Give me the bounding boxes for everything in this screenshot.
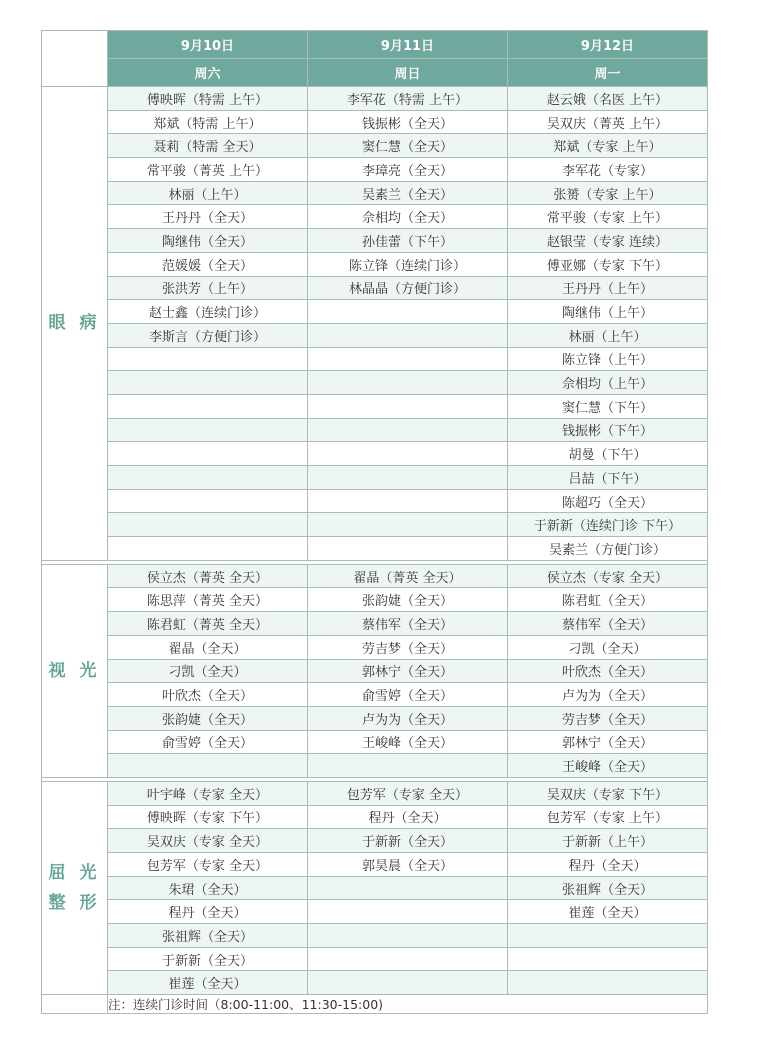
schedule-cell: 郭林宁（全天） (308, 659, 508, 683)
table-row (42, 971, 708, 995)
schedule-cell: 张洪芳（上午） (108, 276, 308, 300)
weekday-header: 周日 (308, 59, 508, 87)
table-row (42, 442, 708, 466)
schedule-cell: 程丹（全天） (108, 900, 308, 924)
schedule-cell: 吴双庆（专家 下午） (508, 781, 708, 805)
table-row (42, 900, 708, 924)
schedule-cell (308, 489, 508, 513)
category-label (42, 564, 108, 777)
corner-cell (42, 31, 108, 87)
schedule-cell: 赵云娥（名医 上午） (508, 87, 708, 111)
table-row (42, 588, 708, 612)
schedule-cell: 陈君虹（菁英 全天） (108, 612, 308, 636)
table-row (42, 229, 708, 253)
footnote: 注：连续门诊时间（8:00-11:00、11:30-15:00) (108, 995, 708, 1014)
schedule-cell: 于新新（全天） (108, 947, 308, 971)
schedule-cell (308, 323, 508, 347)
schedule-cell: 林丽（上午） (508, 323, 708, 347)
table-row (42, 252, 708, 276)
schedule-table (41, 30, 708, 1014)
schedule-cell: 钱振彬（全天） (308, 110, 508, 134)
schedule-cell: 卢为为（全天） (308, 706, 508, 730)
schedule-cell: 翟晶（菁英 全天） (308, 564, 508, 588)
schedule-cell (308, 442, 508, 466)
date-header: 9月11日 (308, 31, 508, 59)
schedule-cell (108, 371, 308, 395)
schedule-cell: 朱珺（全天） (108, 876, 308, 900)
table-row (42, 87, 708, 111)
table-row (42, 805, 708, 829)
schedule-cell: 李斯言（方便门诊） (108, 323, 308, 347)
schedule-cell: 包芳军（专家 上午） (508, 805, 708, 829)
schedule-cell: 孙佳蕾（下午） (308, 229, 508, 253)
schedule-cell: 常平骏（专家 上午） (508, 205, 708, 229)
schedule-cell: 张赟（专家 上午） (508, 181, 708, 205)
schedule-cell: 程丹（全天） (308, 805, 508, 829)
table-row (42, 706, 708, 730)
schedule-cell: 俞雪婷（全天） (308, 683, 508, 707)
schedule-cell (108, 418, 308, 442)
schedule-cell: 张韵婕（全天） (108, 706, 308, 730)
table-row (42, 730, 708, 754)
schedule-cell: 傅映晖（专家 下午） (108, 805, 308, 829)
schedule-cell: 于新新（全天） (308, 829, 508, 853)
schedule-cell: 吴素兰（全天） (308, 181, 508, 205)
date-header-row (42, 31, 708, 59)
table-row (42, 564, 708, 588)
schedule-cell: 叶欣杰（全天） (508, 659, 708, 683)
date-header: 9月10日 (108, 31, 308, 59)
table-row (42, 781, 708, 805)
table-row (42, 347, 708, 371)
table-row (42, 371, 708, 395)
schedule-cell: 刁凯（全天） (508, 635, 708, 659)
schedule-cell (308, 513, 508, 537)
schedule-cell: 吴素兰（方便门诊） (508, 537, 708, 561)
table-row (42, 947, 708, 971)
schedule-cell: 林晶晶（方便门诊） (308, 276, 508, 300)
schedule-cell (108, 442, 308, 466)
schedule-cell (308, 900, 508, 924)
schedule-cell (508, 947, 708, 971)
schedule-cell: 叶宇峰（专家 全天） (108, 781, 308, 805)
schedule-cell (308, 947, 508, 971)
schedule-cell: 陈思萍（菁英 全天） (108, 588, 308, 612)
schedule-cell (308, 394, 508, 418)
schedule-cell: 郭昊晨（全天） (308, 853, 508, 877)
table-row (42, 659, 708, 683)
category-label-line: 整 形 (48, 893, 101, 914)
table-row (42, 489, 708, 513)
schedule-cell: 包芳军（专家 全天） (108, 853, 308, 877)
schedule-cell (108, 754, 308, 778)
weekday-header: 周一 (508, 59, 708, 87)
table-row (42, 418, 708, 442)
schedule-cell: 郑斌（特需 上午） (108, 110, 308, 134)
schedule-cell: 于新新（上午） (508, 829, 708, 853)
table-row (42, 513, 708, 537)
schedule-cell: 劳吉梦（全天） (508, 706, 708, 730)
schedule-cell (308, 876, 508, 900)
schedule-cell (108, 394, 308, 418)
schedule-cell: 王丹丹（全天） (108, 205, 308, 229)
table-row (42, 110, 708, 134)
schedule-cell (308, 971, 508, 995)
schedule-cell: 陈君虹（全天） (508, 588, 708, 612)
table-row (42, 635, 708, 659)
schedule-cell: 聂莉（特需 全天） (108, 134, 308, 158)
table-row (42, 134, 708, 158)
category-label-line: 屈 光 (48, 863, 101, 884)
schedule-cell: 窦仁慧（下午） (508, 394, 708, 418)
note-blank-cell (42, 995, 108, 1014)
table-row (42, 466, 708, 490)
schedule-cell: 张祖辉（全天） (108, 924, 308, 948)
weekday-header-row (42, 59, 708, 87)
schedule-cell: 吴双庆（专家 全天） (108, 829, 308, 853)
note-row (42, 995, 708, 1014)
table-row (42, 924, 708, 948)
schedule-cell (508, 971, 708, 995)
schedule-cell: 张祖辉（全天） (508, 876, 708, 900)
table-row (42, 181, 708, 205)
schedule-cell: 李璋亮（全天） (308, 158, 508, 182)
schedule-cell: 于新新（连续门诊 下午） (508, 513, 708, 537)
table-row (42, 205, 708, 229)
schedule-cell: 程丹（全天） (508, 853, 708, 877)
schedule-cell: 蔡伟军（全天） (308, 612, 508, 636)
table-row (42, 754, 708, 778)
schedule-cell: 王丹丹（上午） (508, 276, 708, 300)
schedule-cell: 崔莲（全天） (508, 900, 708, 924)
schedule-cell: 常平骏（菁英 上午） (108, 158, 308, 182)
table-row (42, 300, 708, 324)
schedule-cell: 林丽（上午） (108, 181, 308, 205)
schedule-cell: 侯立杰（专家 全天） (508, 564, 708, 588)
schedule-cell (308, 924, 508, 948)
schedule-cell: 佘相均（上午） (508, 371, 708, 395)
schedule-body (42, 87, 708, 995)
schedule-cell (308, 754, 508, 778)
schedule-cell (308, 466, 508, 490)
schedule-cell: 叶欣杰（全天） (108, 683, 308, 707)
schedule-cell: 侯立杰（菁英 全天） (108, 564, 308, 588)
schedule-cell (308, 537, 508, 561)
schedule-cell: 翟晶（全天） (108, 635, 308, 659)
schedule-cell: 王峻峰（全天） (308, 730, 508, 754)
schedule-cell: 陈超巧（全天） (508, 489, 708, 513)
schedule-cell (108, 513, 308, 537)
schedule-cell: 陈立锋（上午） (508, 347, 708, 371)
schedule-cell: 蔡伟军（全天） (508, 612, 708, 636)
table-row (42, 276, 708, 300)
schedule-cell: 陶继伟（全天） (108, 229, 308, 253)
schedule-cell: 范媛媛（全天） (108, 252, 308, 276)
schedule-cell: 郑斌（专家 上午） (508, 134, 708, 158)
schedule-cell (108, 466, 308, 490)
schedule-cell (108, 537, 308, 561)
category-label-line: 视 光 (48, 660, 101, 681)
schedule-cell: 傅亚娜（专家 下午） (508, 252, 708, 276)
schedule-cell: 赵银莹（专家 连续） (508, 229, 708, 253)
schedule-cell (108, 489, 308, 513)
schedule-cell: 刁凯（全天） (108, 659, 308, 683)
schedule-cell (308, 347, 508, 371)
table-row (42, 323, 708, 347)
table-row (42, 612, 708, 636)
schedule-cell: 李军花（特需 上午） (308, 87, 508, 111)
schedule-cell (308, 371, 508, 395)
table-row (42, 158, 708, 182)
schedule-cell: 傅映晖（特需 上午） (108, 87, 308, 111)
table-row (42, 683, 708, 707)
category-label (42, 781, 108, 994)
schedule-cell (308, 300, 508, 324)
schedule-cell: 崔莲（全天） (108, 971, 308, 995)
table-row (42, 537, 708, 561)
schedule-cell: 赵士鑫（连续门诊） (108, 300, 308, 324)
schedule-cell: 俞雪婷（全天） (108, 730, 308, 754)
schedule-cell: 卢为为（全天） (508, 683, 708, 707)
schedule-cell: 郭林宁（全天） (508, 730, 708, 754)
category-label-line: 眼 病 (48, 313, 101, 334)
schedule-cell (108, 347, 308, 371)
schedule-cell: 吴双庆（菁英 上午） (508, 110, 708, 134)
date-header: 9月12日 (508, 31, 708, 59)
schedule-cell: 劳吉梦（全天） (308, 635, 508, 659)
weekday-header: 周六 (108, 59, 308, 87)
schedule-cell: 窦仁慧（全天） (308, 134, 508, 158)
table-row (42, 829, 708, 853)
schedule-cell: 包芳军（专家 全天） (308, 781, 508, 805)
schedule-cell (508, 924, 708, 948)
schedule-cell: 王峻峰（全天） (508, 754, 708, 778)
schedule-cell: 张韵婕（全天） (308, 588, 508, 612)
schedule-cell: 陶继伟（上午） (508, 300, 708, 324)
schedule-cell: 吕喆（下午） (508, 466, 708, 490)
category-label (42, 87, 108, 561)
schedule-cell: 胡曼（下午） (508, 442, 708, 466)
schedule-cell: 钱振彬（下午） (508, 418, 708, 442)
schedule-cell: 陈立锋（连续门诊） (308, 252, 508, 276)
table-row (42, 876, 708, 900)
table-row (42, 394, 708, 418)
schedule-cell (308, 418, 508, 442)
schedule-cell: 李军花（专家） (508, 158, 708, 182)
schedule-cell: 佘相均（全天） (308, 205, 508, 229)
table-row (42, 853, 708, 877)
